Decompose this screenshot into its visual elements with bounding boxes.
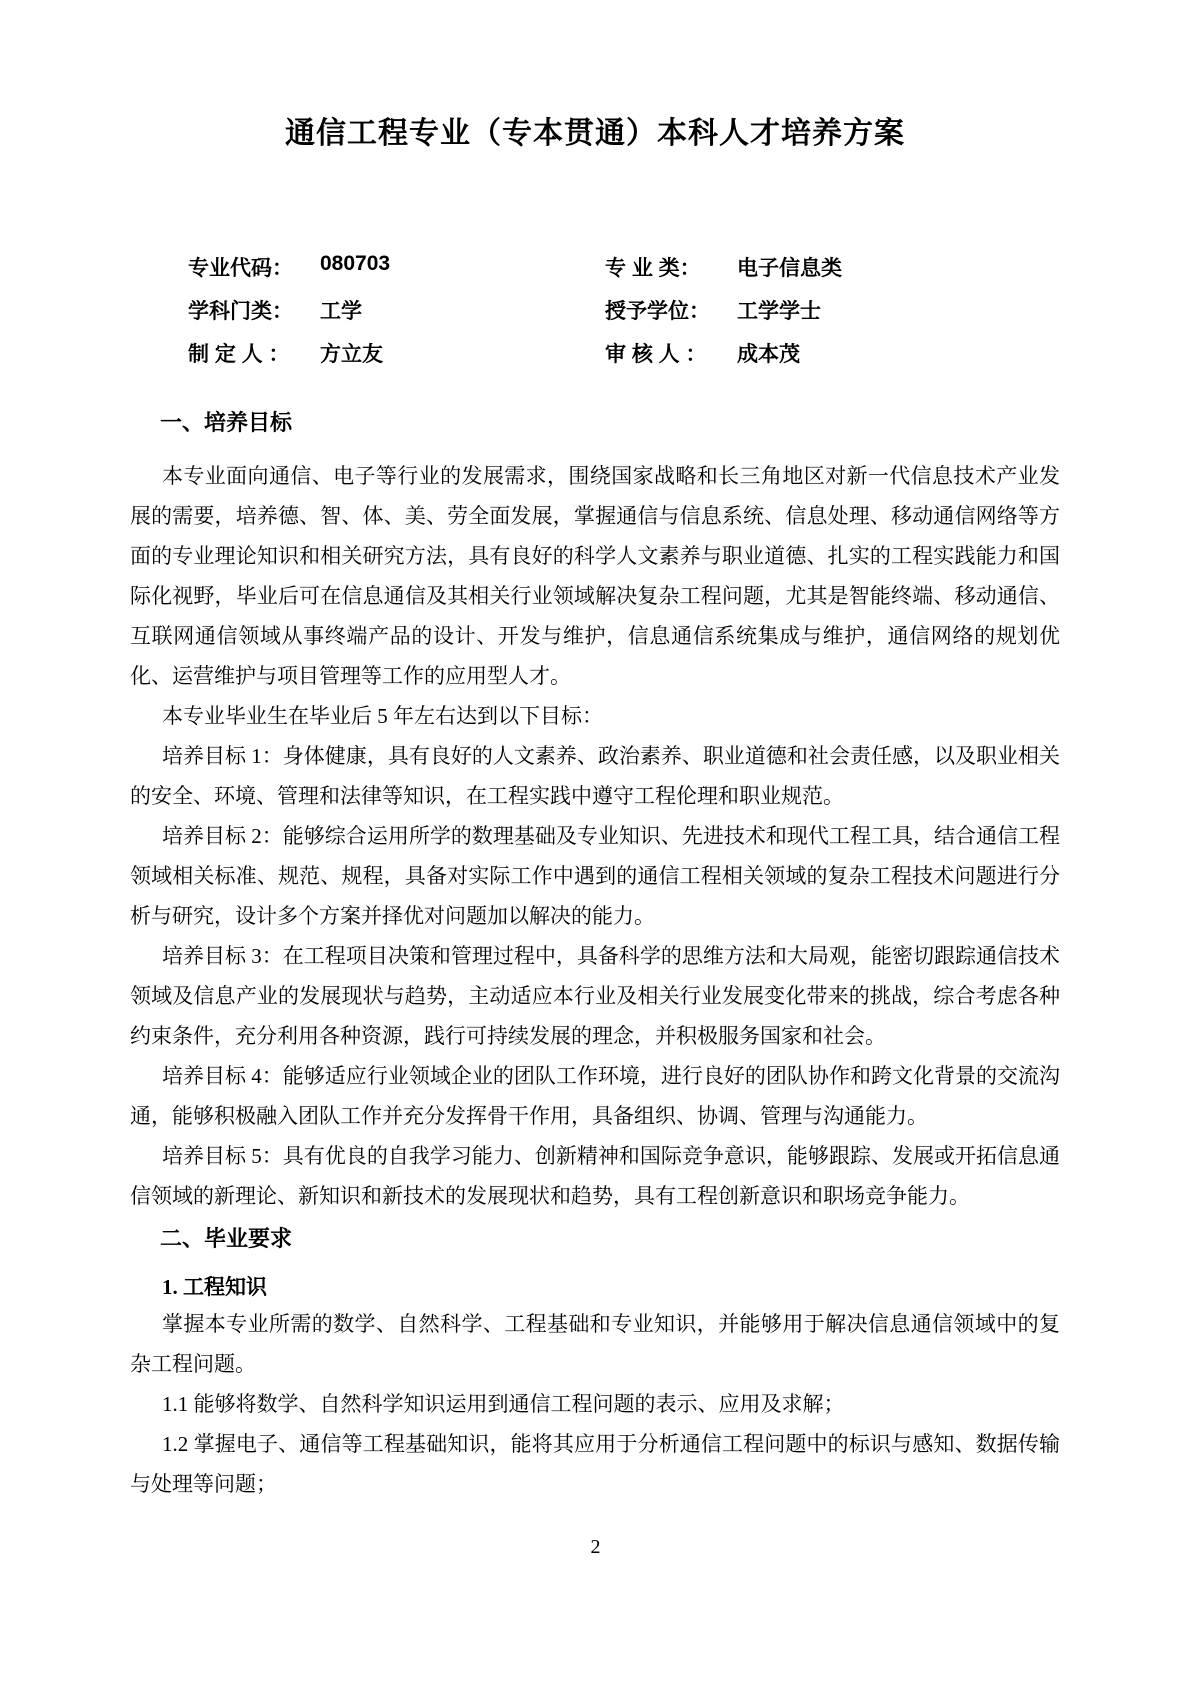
reviewer-value: 成本茂	[737, 342, 800, 366]
major-class-value: 电子信息类	[737, 256, 842, 280]
field-degree-awarded	[605, 295, 821, 325]
degree-awarded-value: 工学学士	[737, 299, 821, 323]
paragraph-req1-1: 1.1 能够将数学、自然科学知识运用到通信工程问题的表示、应用及求解；	[162, 1392, 845, 1416]
subsection-heading-engineering-knowledge: 1. 工程知识	[162, 1275, 267, 1299]
section-heading-training-objectives: 一、培养目标	[160, 410, 293, 435]
discipline-category-label: 学科门类：	[188, 299, 293, 323]
field-reviewer	[605, 338, 800, 368]
major-code-label: 专业代码：	[188, 256, 293, 280]
paragraph-training-goal-3: 培养目标 3：在工程项目决策和管理过程中，具备科学的思维方法和大局观，能密切跟踪通信技术领域及信息产业的发展现状与趋势，主动适应本行业及相关行业发展变化带来的挑战，综合考虑各种约束条件，充分利用各种资源，践行可持续发展的理念，并积极服务国家和社会。	[130, 944, 1060, 1048]
section-heading-graduation-requirements: 二、毕业要求	[160, 1226, 293, 1251]
meta-row-discipline	[188, 288, 1060, 331]
paragraph-training-goal-4: 培养目标 4：能够适应行业领域企业的团队工作环境，进行良好的团队协作和跨文化背景的交流沟通，能够积极融入团队工作并充分发挥骨干作用，具备组织、协调、管理与沟通能力。	[130, 1064, 1060, 1128]
paragraph-program-overview: 本专业面向通信、电子等行业的发展需求，围绕国家战略和长三角地区对新一代信息技术产业发展的需要，培养德、智、体、美、劳全面发展，掌握通信与信息系统、信息处理、移动通信网络等方面的专业理论知识和相关研究方法，具有良好的科学人文素养与职业道德、扎实的工程实践能力和国际化视野，毕业后可在信息通信及其相关行业领域解决复杂工程问题，尤其是智能终端、移动通信、互联网通信领域从事终端产品的设计、开发与维护，信息通信系统集成与维护，通信网络的规划优化、运营维护与项目管理等工作的应用型人才。	[130, 464, 1060, 688]
meta-block	[188, 245, 1060, 374]
paragraph-req1-2: 1.2 掌握电子、通信等工程基础知识，能将其应用于分析通信工程问题中的标识与感知、数据传输与处理等问题；	[130, 1432, 1060, 1496]
paragraph-training-goal-1: 培养目标 1：身体健康，具有良好的人文素养、政治素养、职业道德和社会责任感，以及职业相关的安全、环境、管理和法律等知识，在工程实践中遵守工程伦理和职业规范。	[130, 744, 1060, 808]
drafter-label: 制 定 人 ：	[188, 342, 290, 366]
field-major-code	[188, 252, 605, 282]
field-discipline-category	[188, 295, 605, 325]
meta-row-people	[188, 331, 1060, 374]
paragraph-training-goal-5: 培养目标 5：具有优良的自我学习能力、创新精神和国际竞争意识，能够跟踪、发展或开拓信息通信领域的新理论、新知识和新技术的发展现状和趋势，具有工程创新意识和职场竞争能力。	[130, 1144, 1060, 1208]
major-class-label: 专 业 类：	[605, 256, 701, 280]
paragraph-five-year-goals-intro: 本专业毕业生在毕业后 5 年左右达到以下目标：	[162, 704, 603, 728]
paragraph-training-goal-2: 培养目标 2：能够综合运用所学的数理基础及专业知识、先进技术和现代工程工具，结合通信工程领域相关标准、规范、规程，具备对实际工作中遇到的通信工程相关领域的复杂工程技术问题进行分析与研究，设计多个方案并择优对问题加以解决的能力。	[130, 824, 1060, 928]
degree-awarded-label: 授予学位：	[605, 299, 710, 323]
document-title: 通信工程专业（专本贯通）本科人才培养方案	[285, 117, 905, 150]
field-major-class	[605, 252, 842, 282]
major-code-value: 080703	[320, 251, 391, 275]
page-number: 2	[590, 1536, 601, 1558]
field-drafter	[188, 338, 605, 368]
discipline-category-value: 工学	[320, 299, 362, 323]
meta-row-codes	[188, 245, 1060, 288]
reviewer-label: 审 核 人 ：	[605, 342, 707, 366]
paragraph-req1-intro: 掌握本专业所需的数学、自然科学、工程基础和专业知识，并能够用于解决信息通信领域中的复杂工程问题。	[130, 1312, 1060, 1376]
drafter-value: 方立友	[320, 342, 383, 366]
